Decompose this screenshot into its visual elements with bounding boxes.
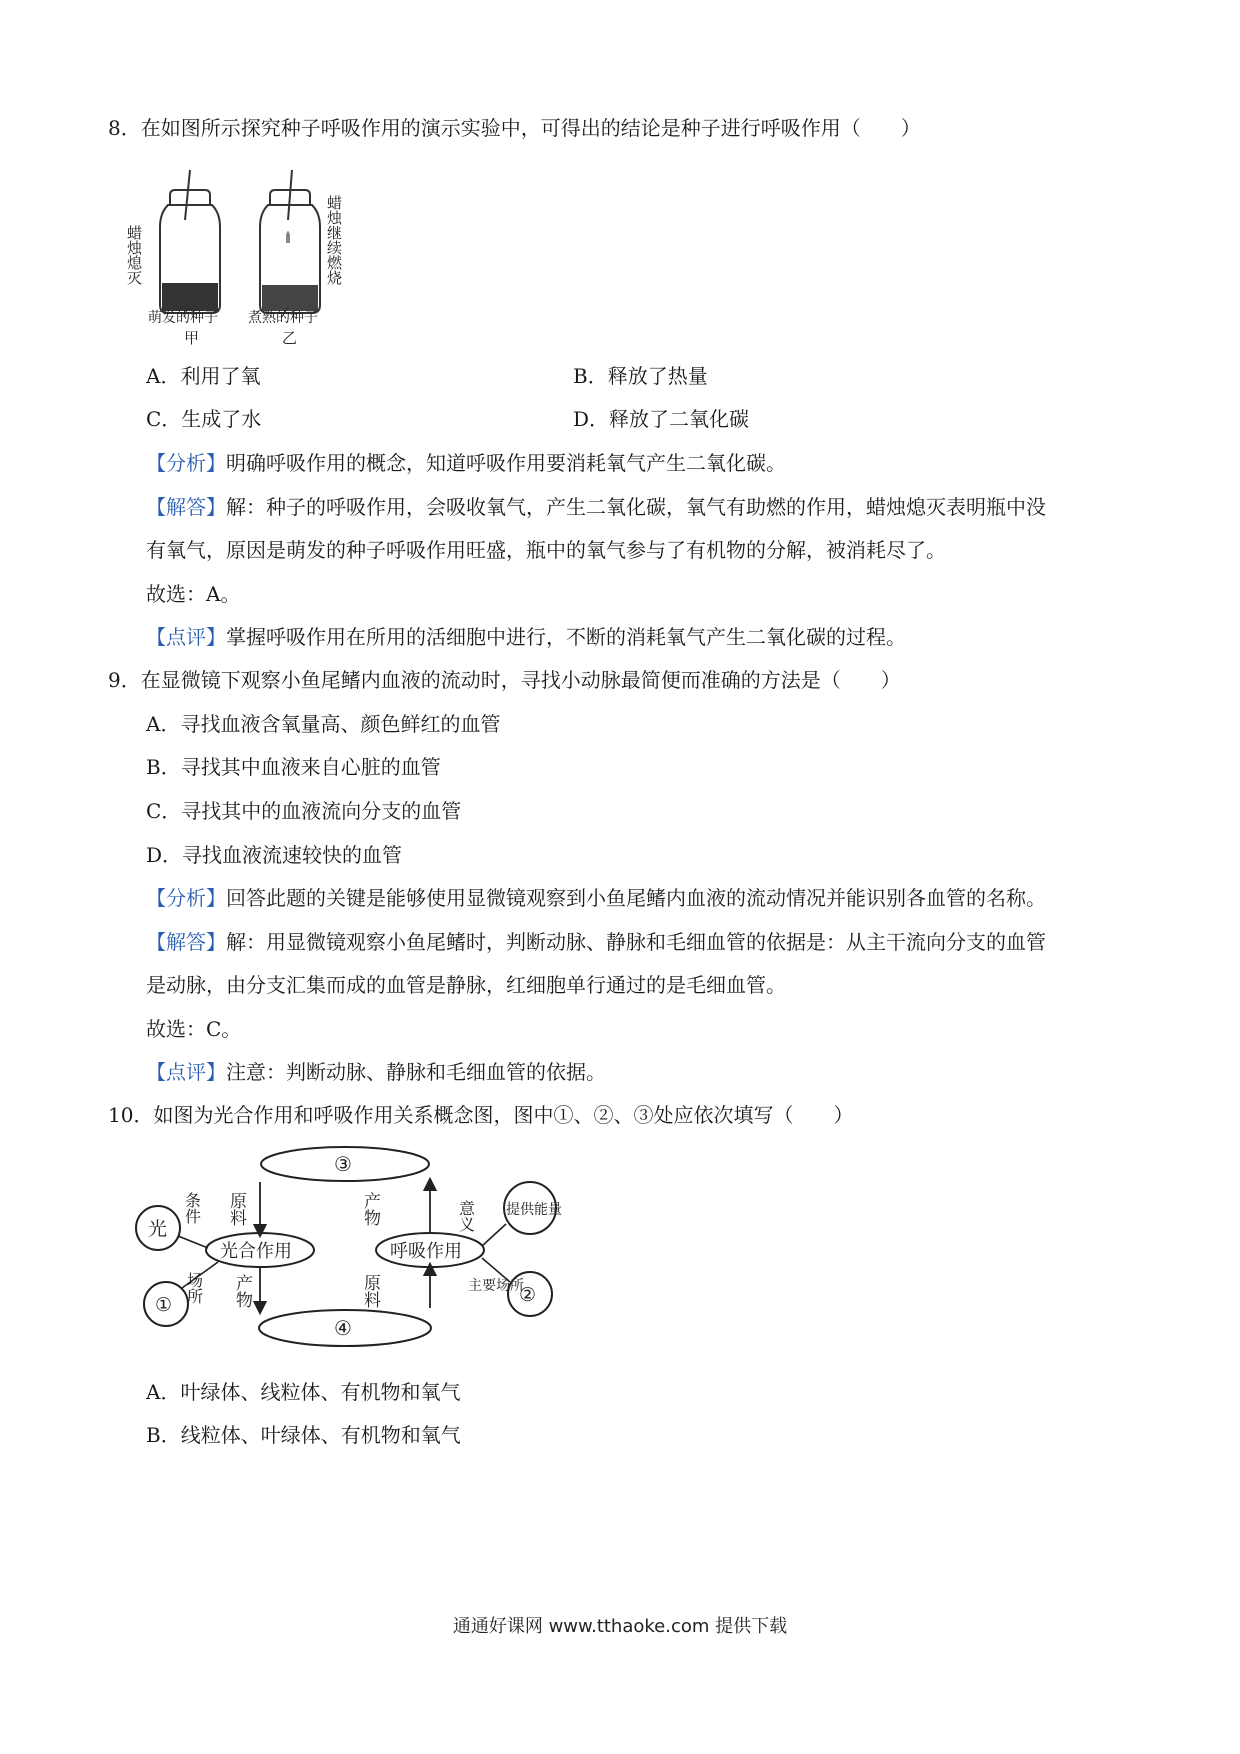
product-bottom-label: 产物 [232,1274,252,1308]
q8-comment [146,623,906,651]
jar-b [260,170,320,313]
analysis-text: 回答此题的关键是能够使用显微镜观察到小鱼尾鳍内血液的流动情况并能识别各血管的名称。 [226,886,1046,910]
jar-b-caption: 煮熟的种子 [248,310,318,326]
q9-option-c[interactable]: C．寻找其中的血液流向分支的血管 [146,799,462,823]
main-site-label: 主要场所 [468,1278,524,1294]
q9-answer-line2: 是动脉，由分支汇集而成的血管是静脉，红细胞单行通过的是毛细血管。 [146,973,786,997]
q9-option-d[interactable]: D．寻找血液流速较快的血管 [146,843,403,867]
product-top-label: 产物 [360,1192,380,1226]
oval-top-label: ③ [334,1152,352,1176]
q8-answer [146,493,1046,521]
q8-analysis [146,449,786,477]
q9-stem: 9．在显微镜下观察小鱼尾鳍内血液的流动时，寻找小动脉最简便而准确的方法是（ ） [108,668,901,692]
q8-option-c[interactable]: C．生成了水 [146,407,262,431]
analysis-tag: 【分析】 [146,886,226,910]
raw-material-top-label: 原料 [226,1192,246,1226]
page-footer: 通通好课网 www.tthaoke.com 提供下载 [452,1616,788,1637]
respiration-label: 呼吸作用 [390,1241,462,1262]
q8-choice: 故选：A。 [146,582,241,606]
q8-option-b[interactable]: B．释放了热量 [573,364,708,388]
circle-2-label: ② [519,1284,537,1306]
analysis-tag: 【分析】 [146,451,226,475]
q10-option-b[interactable]: B．线粒体、叶绿体、有机物和氧气 [146,1423,461,1447]
raw-material-bottom-label: 原料 [360,1274,380,1308]
photosynthesis-label: 光合作用 [220,1241,292,1262]
q9-comment [146,1058,606,1086]
jar-a-name: 甲 [184,329,200,347]
comment-text: 掌握呼吸作用在所用的活细胞中进行，不断的消耗氧气产生二氧化碳的过程。 [226,625,906,649]
q9-choice: 故选：C。 [146,1017,242,1041]
q10-stem: 10．如图为光合作用和呼吸作用关系概念图，图中①、②、③处应依次填写（ ） [108,1103,854,1127]
light-label: 光 [148,1218,168,1240]
jar-a [160,170,220,313]
energy-label: 提供能量 [506,1202,562,1218]
comment-tag: 【点评】 [146,1060,226,1084]
comment-text: 注意：判断动脉、静脉和毛细血管的依据。 [226,1060,606,1084]
comment-tag: 【点评】 [146,625,226,649]
q8-answer-line2: 有氧气，原因是萌发的种子呼吸作用旺盛，瓶中的氧气参与了有机物的分解，被消耗尽了。 [146,538,946,562]
answer-tag: 【解答】 [146,495,226,519]
site-label: 场所 [184,1272,204,1304]
jar-a-side-label: 蜡烛熄灭 [125,225,143,285]
meaning-label: 意义 [456,1200,476,1232]
jar-b-side-label: 蜡烛继续燃烧 [325,195,343,285]
circle-1-label: ① [155,1294,173,1316]
q8-option-a[interactable]: A．利用了氧 [146,364,261,388]
jar-a-caption: 萌发的种子 [148,310,218,326]
q9-answer [146,928,1046,956]
q8-stem: 8．在如图所示探究种子呼吸作用的演示实验中，可得出的结论是种子进行呼吸作用（ ） [108,116,921,140]
answer-tag: 【解答】 [146,930,226,954]
jar-b-name: 乙 [282,329,298,347]
q9-option-b[interactable]: B．寻找其中血液来自心脏的血管 [146,755,441,779]
q10-option-a[interactable]: A．叶绿体、线粒体、有机物和氧气 [146,1380,461,1404]
oval-bottom-label: ④ [334,1316,352,1340]
q9-analysis [146,884,1046,912]
q10-concept-map-figure [130,1140,560,1358]
analysis-text: 明确呼吸作用的概念，知道呼吸作用要消耗氧气产生二氧化碳。 [226,451,786,475]
answer-text: 解：种子的呼吸作用，会吸收氧气，产生二氧化碳，氧气有助燃的作用，蜡烛熄灭表明瓶中没 [226,495,1046,519]
answer-text: 解：用显微镜观察小鱼尾鳍时，判断动脉、静脉和毛细血管的依据是：从主干流向分支的血管 [226,930,1046,954]
q8-option-d[interactable]: D．释放了二氧化碳 [573,407,750,431]
q9-option-a[interactable]: A．寻找血液含氧量高、颜色鲜红的血管 [146,712,501,736]
q8-seed-experiment-figure [125,165,350,347]
condition-label: 条件 [182,1192,202,1224]
